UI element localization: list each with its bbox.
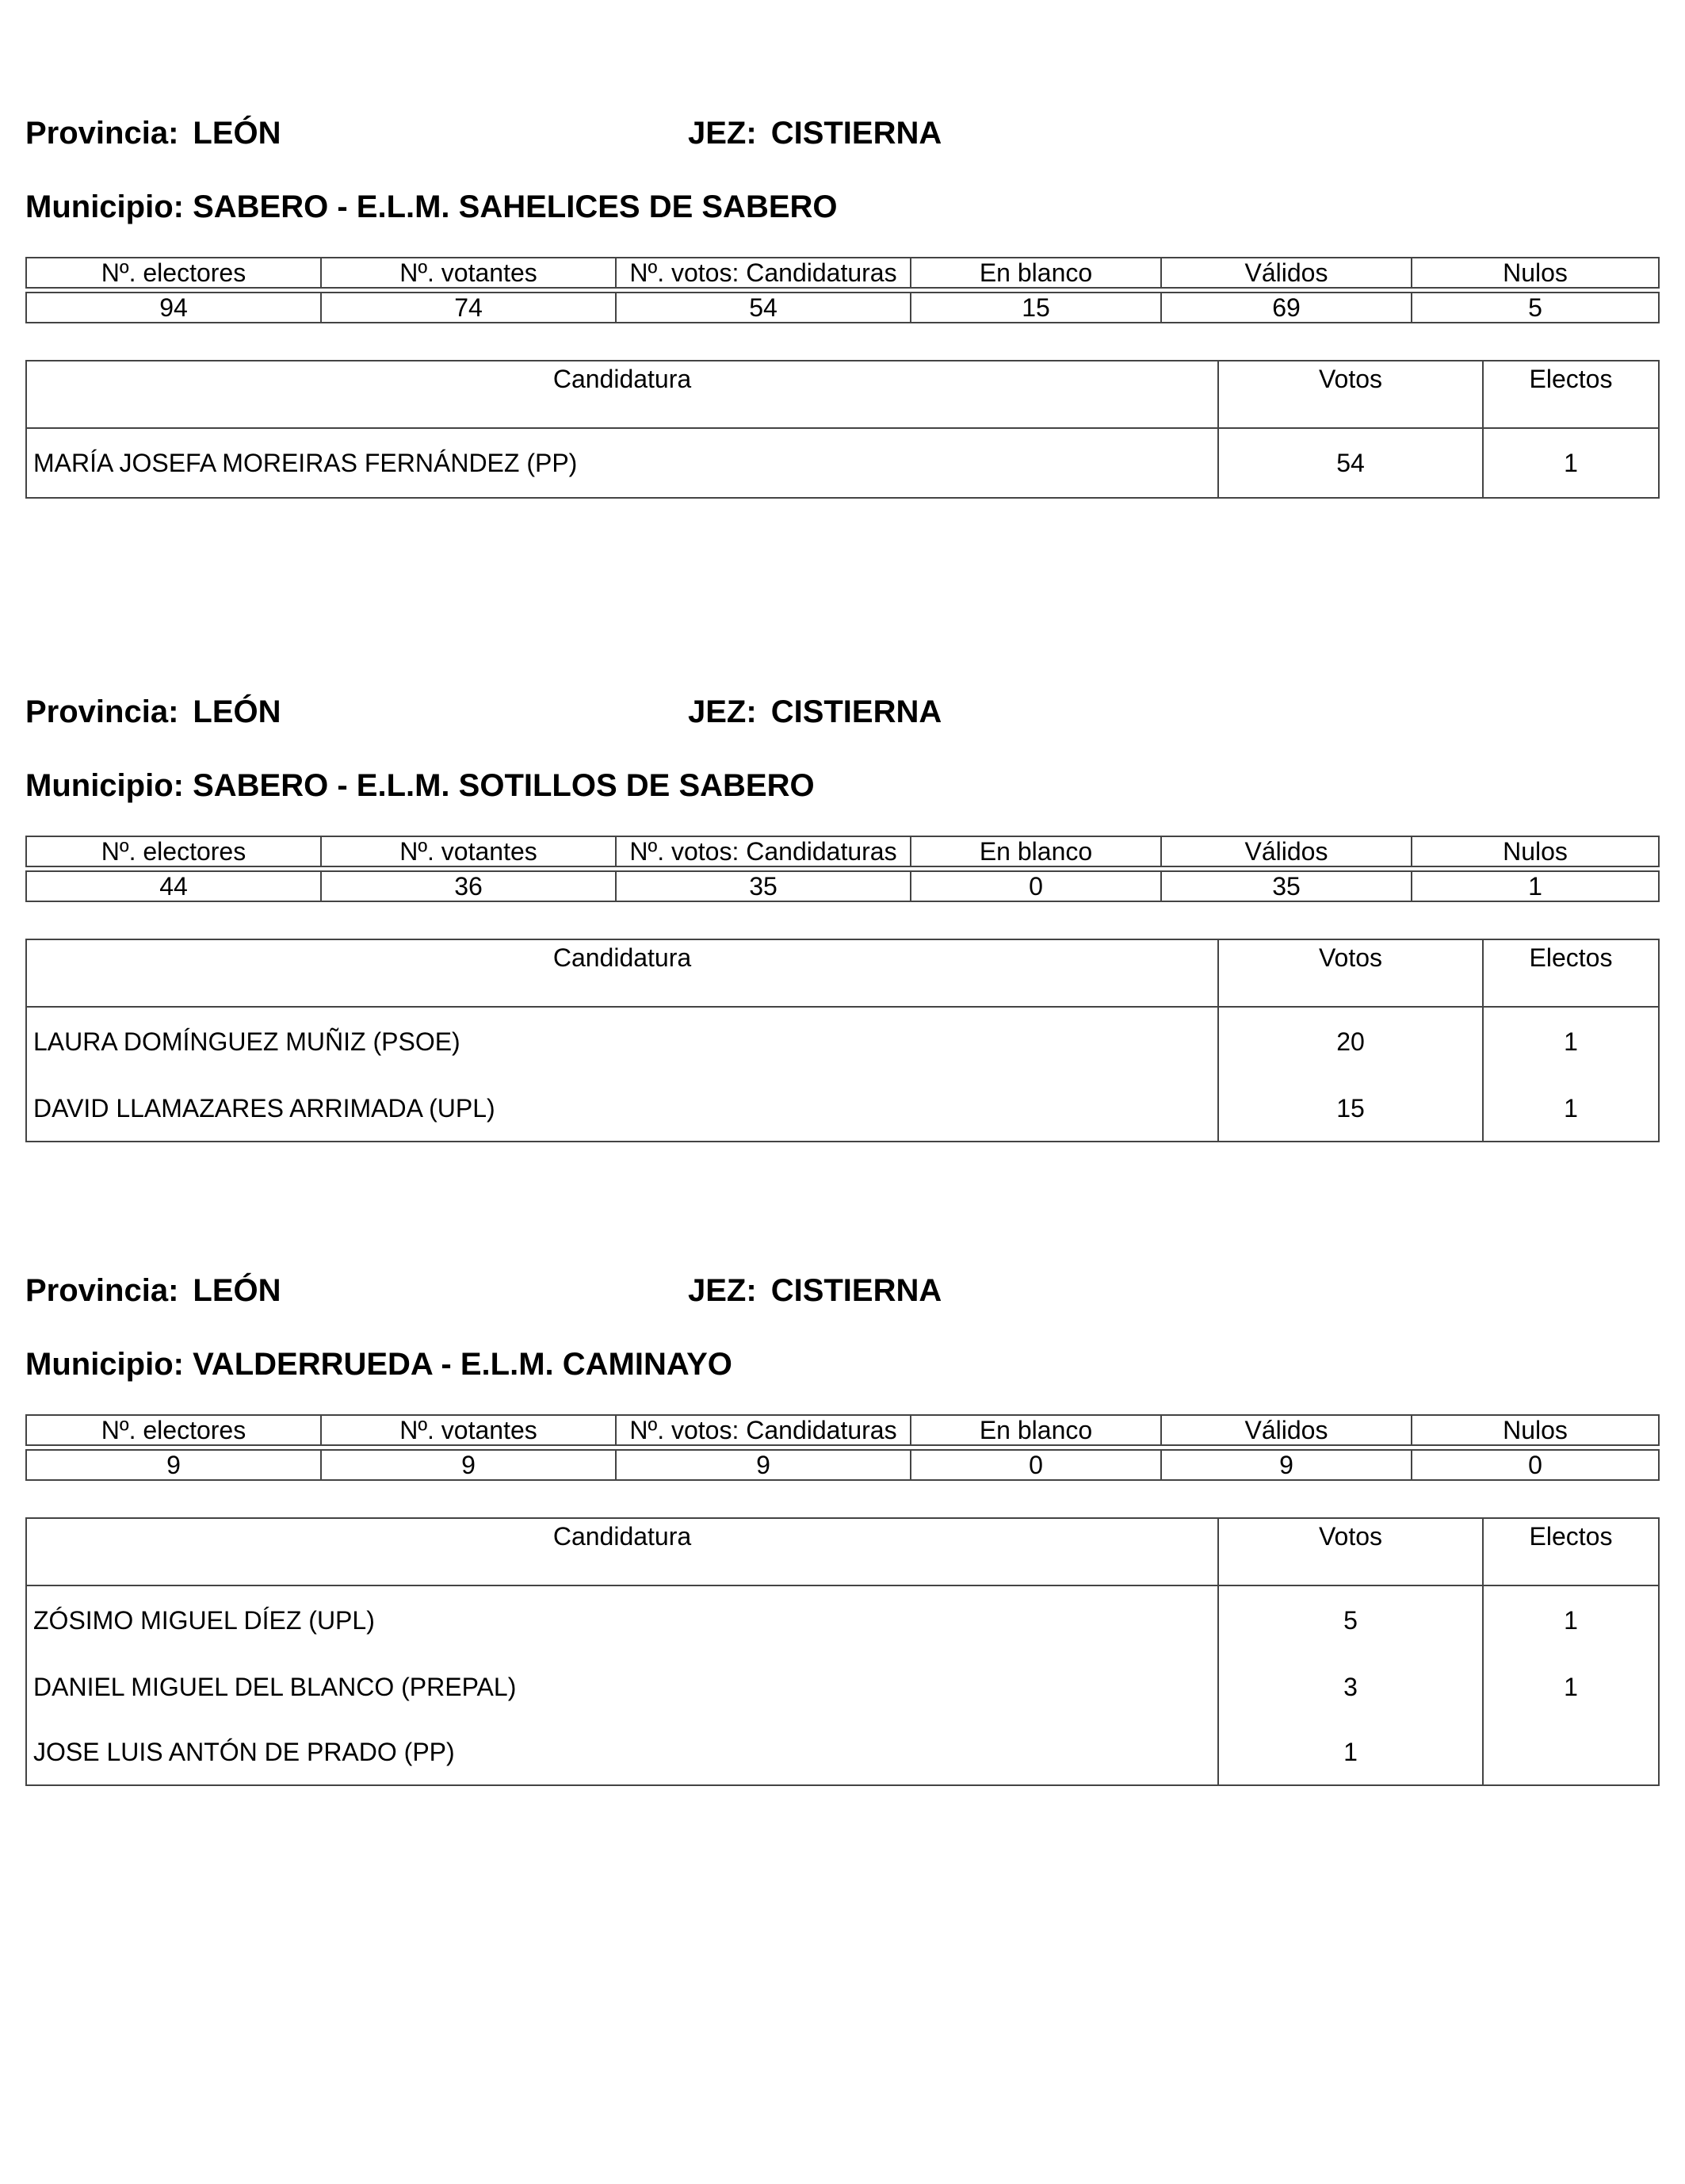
summary-value-nulos: 1 bbox=[1412, 871, 1659, 901]
candidate-votos: 54 bbox=[1218, 428, 1483, 498]
candidate-votos: 15 bbox=[1218, 1076, 1483, 1142]
candidatura-header: Candidatura bbox=[26, 939, 1218, 1007]
summary-header-nulos: Nulos bbox=[1412, 1415, 1659, 1445]
summary-header-electores: Nº. electores bbox=[26, 836, 321, 866]
provincia-value: LEÓN bbox=[193, 694, 281, 729]
provincia-label: Provincia: bbox=[25, 694, 179, 729]
candidate-name: ZÓSIMO MIGUEL DÍEZ (UPL) bbox=[26, 1585, 1218, 1654]
summary-value-en-blanco: 0 bbox=[911, 871, 1161, 901]
summary-value-votantes: 9 bbox=[321, 1450, 616, 1480]
summary-header-votantes: Nº. votantes bbox=[321, 258, 616, 288]
summary-header-en-blanco: En blanco bbox=[911, 1415, 1161, 1445]
summary-value-votantes: 74 bbox=[321, 293, 616, 323]
municipio-line bbox=[25, 1345, 732, 1383]
summary-value-electores: 94 bbox=[26, 293, 321, 323]
jez-line bbox=[688, 114, 942, 152]
candidate-votos: 3 bbox=[1218, 1654, 1483, 1719]
summary-header-validos: Válidos bbox=[1161, 258, 1412, 288]
candidates-table bbox=[25, 939, 1660, 1142]
votos-header: Votos bbox=[1218, 939, 1483, 1007]
candidate-electos bbox=[1483, 1719, 1659, 1785]
electos-header: Electos bbox=[1483, 939, 1659, 1007]
candidate-name: JOSE LUIS ANTÓN DE PRADO (PP) bbox=[26, 1719, 1218, 1785]
candidate-electos: 1 bbox=[1483, 1654, 1659, 1719]
jez-label: JEZ: bbox=[688, 1273, 757, 1308]
candidate-electos: 1 bbox=[1483, 1076, 1659, 1142]
votos-header: Votos bbox=[1218, 1518, 1483, 1585]
summary-value-validos: 69 bbox=[1161, 293, 1412, 323]
provincia-label: Provincia: bbox=[25, 1273, 179, 1308]
jez-line bbox=[688, 1272, 942, 1310]
summary-header-votantes: Nº. votantes bbox=[321, 1415, 616, 1445]
candidate-row bbox=[26, 1654, 1659, 1719]
summary-value-electores: 44 bbox=[26, 871, 321, 901]
municipio-label: Municipio: bbox=[25, 189, 184, 224]
candidate-electos: 1 bbox=[1483, 1007, 1659, 1076]
summary-value-nulos: 5 bbox=[1412, 293, 1659, 323]
candidate-name: DANIEL MIGUEL DEL BLANCO (PREPAL) bbox=[26, 1654, 1218, 1719]
provincia-line bbox=[25, 114, 281, 152]
summary-value-electores: 9 bbox=[26, 1450, 321, 1480]
summary-table bbox=[25, 1414, 1660, 1481]
provincia-line bbox=[25, 693, 281, 731]
municipio-line bbox=[25, 767, 815, 805]
summary-table bbox=[25, 836, 1660, 902]
summary-header-electores: Nº. electores bbox=[26, 258, 321, 288]
candidate-name: DAVID LLAMAZARES ARRIMADA (UPL) bbox=[26, 1076, 1218, 1142]
provincia-label: Provincia: bbox=[25, 116, 179, 151]
summary-header-en-blanco: En blanco bbox=[911, 836, 1161, 866]
summary-value-row bbox=[26, 871, 1659, 901]
summary-header-votos-candidaturas: Nº. votos: Candidaturas bbox=[616, 258, 911, 288]
summary-value-en-blanco: 15 bbox=[911, 293, 1161, 323]
provincia-value: LEÓN bbox=[193, 116, 281, 151]
candidate-votos: 5 bbox=[1218, 1585, 1483, 1654]
electos-header: Electos bbox=[1483, 361, 1659, 428]
summary-value-validos: 9 bbox=[1161, 1450, 1412, 1480]
candidate-row bbox=[26, 1585, 1659, 1654]
summary-header-row bbox=[26, 258, 1659, 288]
summary-value-en-blanco: 0 bbox=[911, 1450, 1161, 1480]
candidate-name: MARÍA JOSEFA MOREIRAS FERNÁNDEZ (PP) bbox=[26, 428, 1218, 498]
summary-header-electores: Nº. electores bbox=[26, 1415, 321, 1445]
candidates-header-row bbox=[26, 361, 1659, 428]
candidate-votos: 1 bbox=[1218, 1719, 1483, 1785]
jez-value: CISTIERNA bbox=[770, 116, 942, 151]
summary-header-row bbox=[26, 1415, 1659, 1445]
candidates-table bbox=[25, 1517, 1660, 1786]
summary-header-validos: Válidos bbox=[1161, 836, 1412, 866]
jez-label: JEZ: bbox=[688, 694, 757, 729]
summary-header-nulos: Nulos bbox=[1412, 258, 1659, 288]
municipio-value: VALDERRUEDA - E.L.M. CAMINAYO bbox=[193, 1347, 732, 1382]
summary-value-validos: 35 bbox=[1161, 871, 1412, 901]
jez-line bbox=[688, 693, 942, 731]
summary-value-row bbox=[26, 293, 1659, 323]
candidate-row bbox=[26, 1007, 1659, 1076]
summary-value-votos-candidaturas: 54 bbox=[616, 293, 911, 323]
summary-header-row bbox=[26, 836, 1659, 866]
municipio-value: SABERO - E.L.M. SOTILLOS DE SABERO bbox=[193, 768, 815, 803]
summary-header-nulos: Nulos bbox=[1412, 836, 1659, 866]
electos-header: Electos bbox=[1483, 1518, 1659, 1585]
summary-header-en-blanco: En blanco bbox=[911, 258, 1161, 288]
candidatura-header: Candidatura bbox=[26, 361, 1218, 428]
municipio-label: Municipio: bbox=[25, 1347, 184, 1382]
summary-value-votantes: 36 bbox=[321, 871, 616, 901]
summary-value-row bbox=[26, 1450, 1659, 1480]
summary-value-nulos: 0 bbox=[1412, 1450, 1659, 1480]
provincia-value: LEÓN bbox=[193, 1273, 281, 1308]
summary-header-votantes: Nº. votantes bbox=[321, 836, 616, 866]
candidates-table bbox=[25, 360, 1660, 499]
jez-value: CISTIERNA bbox=[770, 1273, 942, 1308]
candidate-votos: 20 bbox=[1218, 1007, 1483, 1076]
candidatura-header: Candidatura bbox=[26, 1518, 1218, 1585]
summary-header-votos-candidaturas: Nº. votos: Candidaturas bbox=[616, 836, 911, 866]
summary-header-votos-candidaturas: Nº. votos: Candidaturas bbox=[616, 1415, 911, 1445]
summary-value-votos-candidaturas: 9 bbox=[616, 1450, 911, 1480]
candidate-row bbox=[26, 1719, 1659, 1785]
votos-header: Votos bbox=[1218, 361, 1483, 428]
summary-value-votos-candidaturas: 35 bbox=[616, 871, 911, 901]
candidate-electos: 1 bbox=[1483, 1585, 1659, 1654]
summary-header-validos: Válidos bbox=[1161, 1415, 1412, 1445]
jez-label: JEZ: bbox=[688, 116, 757, 151]
candidate-name: LAURA DOMÍNGUEZ MUÑIZ (PSOE) bbox=[26, 1007, 1218, 1076]
municipio-line bbox=[25, 188, 838, 226]
municipio-value: SABERO - E.L.M. SAHELICES DE SABERO bbox=[193, 189, 838, 224]
jez-value: CISTIERNA bbox=[770, 694, 942, 729]
provincia-line bbox=[25, 1272, 281, 1310]
candidates-header-row bbox=[26, 939, 1659, 1007]
summary-table bbox=[25, 257, 1660, 323]
candidate-row bbox=[26, 428, 1659, 498]
candidates-header-row bbox=[26, 1518, 1659, 1585]
municipio-label: Municipio: bbox=[25, 768, 184, 803]
candidate-row bbox=[26, 1076, 1659, 1142]
candidate-electos: 1 bbox=[1483, 428, 1659, 498]
